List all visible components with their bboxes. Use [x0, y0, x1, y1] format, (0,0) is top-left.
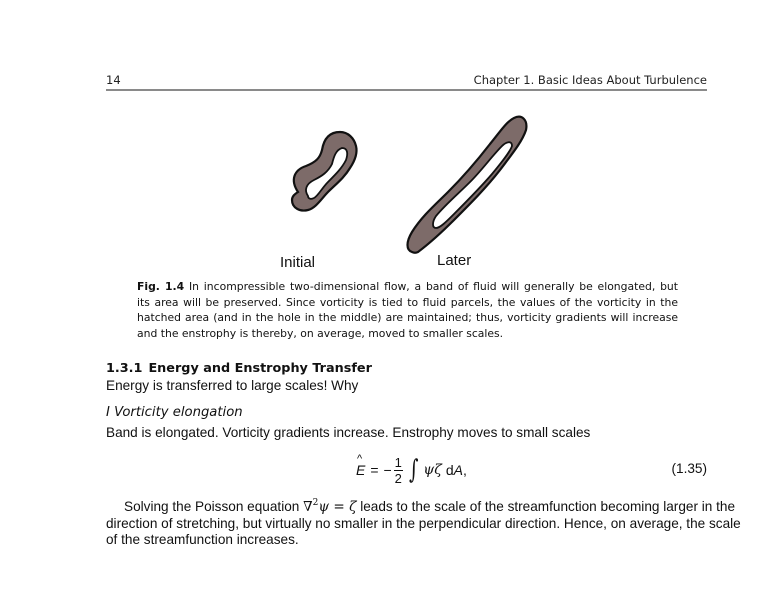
caption-line: its area will be preserved. Since vorticity is tied to fluid parcels, the values of the vorticity in the: [137, 295, 678, 309]
subheading-text: Band is elongated. Vorticity gradients increase. Enstrophy moves to small scales: [106, 425, 591, 440]
differential-var: A: [453, 462, 463, 478]
paragraph-line: [106, 495, 736, 516]
numerator: 1: [394, 454, 402, 470]
figure-label-initial: Initial: [280, 254, 316, 271]
equation-lhs: [356, 453, 366, 478]
caption-text: In incompressible two-dimensional flow, a band of fluid will generally be elongated, but: [188, 280, 679, 293]
equation-1-35: [356, 450, 467, 490]
poisson-equation: [303, 499, 356, 515]
later-band-shape: [408, 117, 527, 253]
caption-line: and the enstrophy is thereby, on average, moved to smaller scales.: [137, 326, 504, 340]
caption-line: [137, 279, 678, 295]
psi-symbol: ψ: [318, 499, 330, 515]
section-title: Energy and Enstrophy Transfer: [148, 361, 372, 376]
paragraph-text: Solving the Poisson equation: [124, 499, 304, 514]
integrand: ψζ: [423, 462, 442, 478]
equation-comma: ,: [462, 462, 467, 478]
hat-accent: ^: [357, 453, 363, 465]
figure-band-elongation: [270, 100, 530, 260]
body-paragraph: [106, 495, 741, 549]
differential-d: d: [445, 462, 454, 478]
paragraph-line: direction of stretching, but virtually no smaller in the perpendicular direction. Hence, on average, the scale: [106, 515, 741, 531]
differential: [446, 462, 467, 478]
equals-sign: =: [329, 499, 350, 515]
initial-band-shape: [292, 132, 357, 211]
integral-sign: ∫: [408, 455, 419, 485]
figure-label-later: Later: [437, 252, 472, 269]
section-heading: [106, 361, 372, 376]
paragraph-text: leads to the scale of the streamfunction becoming larger in the: [356, 499, 736, 514]
figure-number: Fig. 1.4: [137, 280, 185, 293]
minus-sign: −: [383, 462, 392, 478]
header-rule: [106, 89, 707, 91]
equation-number: (1.35): [671, 461, 707, 476]
section-intro: Energy is transferred to large scales! Why: [106, 378, 359, 393]
fraction-one-half: [394, 455, 403, 486]
figure-caption: [137, 279, 678, 341]
paragraph-line: of the streamfunction increases.: [106, 532, 299, 548]
zeta-symbol: ζ: [349, 499, 357, 515]
energy-symbol: E: [356, 462, 366, 478]
section-number: 1.3.1: [106, 361, 143, 376]
running-title: Chapter 1. Basic Ideas About Turbulence: [473, 73, 707, 87]
subheading: I Vorticity elongation: [106, 405, 243, 420]
page-number: 14: [106, 73, 121, 87]
denominator: 2: [394, 470, 402, 486]
equals-sign: =: [370, 462, 379, 478]
superscript-2: 2: [312, 498, 319, 508]
caption-line: hatched area (and in the hole in the middle) are maintained; thus, vorticity gradients will increase: [137, 311, 678, 325]
nabla-symbol: ∇: [303, 499, 313, 515]
